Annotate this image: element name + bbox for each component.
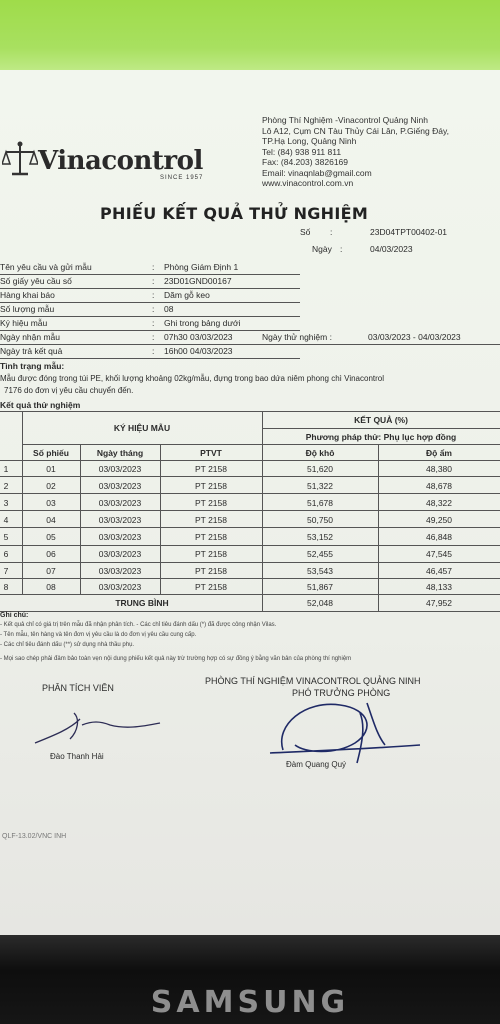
info-value: Phòng Giám Định 1: [164, 262, 239, 272]
cell-ngay: 03/03/2023: [98, 481, 142, 491]
cell-ngay: 03/03/2023: [98, 498, 142, 508]
info-label: Ngày trả kết quả: [0, 346, 63, 356]
test-date-label: Ngày thử nghiệm :: [262, 332, 332, 342]
analyst-name: Đào Thanh Hải: [50, 752, 104, 761]
lab-line: Lô A12, Cụm CN Tàu Thủy Cái Lân, P.Giếng Đáy,: [262, 125, 449, 136]
logo-text: Vinacontrol: [38, 146, 203, 176]
lab-sign-title: PHÒNG THÍ NGHIỆM VINACONTROL QUẢNG NINH: [205, 676, 421, 686]
row-index: 1: [3, 464, 9, 474]
cell-do-kho: 51,678: [307, 498, 333, 508]
cell-ptvt: PT 2158: [195, 481, 227, 491]
average-do-am: 47,952: [426, 598, 452, 608]
info-value: 23D01GND00167: [164, 276, 232, 286]
lab-line: www.vinacontrol.com.vn: [262, 178, 354, 188]
row-index: 2: [3, 481, 9, 491]
cell-do-am: 47,545: [426, 549, 452, 559]
info-label: Tên yêu cầu và gửi mẫu: [0, 262, 92, 272]
lab-address-block: [262, 115, 449, 189]
ngay-value: 04/03/2023: [370, 244, 413, 254]
deputy-title: PHÓ TRƯỞNG PHÒNG: [292, 688, 391, 698]
cell-ptvt: PT 2158: [195, 566, 227, 576]
cell-ngay: 03/03/2023: [98, 549, 142, 559]
average-label: TRUNG BÌNH: [115, 598, 169, 608]
cell-do-am: 48,322: [426, 498, 452, 508]
lab-line: Email: vinaqnlab@gmail.com: [262, 167, 372, 178]
sample-state-line: Mẫu được đóng trong túi PE, khối lượng khoảng 02kg/mẫu, đựng trong bao dứa niêm phong chì Vinacontrol: [0, 374, 385, 383]
method-header: Phương pháp thử: Phụ lục hợp đồng: [305, 432, 457, 442]
cell-ngay: 03/03/2023: [98, 515, 142, 525]
info-label: Ký hiệu mẫu: [0, 318, 48, 328]
cell-ptvt: PT 2158: [195, 549, 227, 559]
cell-do-kho: 50,750: [307, 515, 333, 525]
lab-line: Phòng Thí Nghiệm -Vinacontrol Quảng Ninh: [262, 115, 429, 125]
column-header: Độ khô: [305, 448, 335, 458]
deputy-signature: [265, 695, 425, 770]
cell-do-kho: 51,322: [307, 481, 333, 491]
cell-ngay: 03/03/2023: [98, 566, 142, 576]
info-value: 08: [164, 304, 174, 314]
so-label: Số: [300, 227, 311, 237]
info-label: Số giấy yêu cầu số: [0, 276, 72, 286]
cell-so-phieu: 08: [46, 582, 56, 592]
lab-line: Fax: (84.203) 3826169: [262, 157, 349, 167]
info-value: 07h30 03/03/2023: [164, 332, 233, 342]
form-code: QLF-13.02/VNC INH: [2, 833, 67, 840]
cell-ngay: 03/03/2023: [98, 464, 142, 474]
row-index: 6: [3, 549, 9, 559]
cell-do-kho: 51,867: [307, 582, 333, 592]
cell-ptvt: PT 2158: [195, 498, 227, 508]
analyst-title: PHÂN TÍCH VIÊN: [42, 683, 114, 693]
info-value: 16h00 04/03/2023: [164, 346, 233, 356]
cell-do-am: 48,380: [426, 464, 452, 474]
cell-ptvt: PT 2158: [195, 464, 227, 474]
note-line: - Kết quả chỉ có giá trị trên mẫu đã nhận phân tích. - Các chỉ tiêu đánh dấu (*) đã được công nhận Vilas.: [0, 622, 277, 628]
cell-so-phieu: 05: [46, 532, 56, 542]
cell-do-am: 46,848: [426, 532, 452, 542]
lab-line: Tel: (84) 938 911 811: [262, 146, 342, 157]
row-index: 5: [3, 532, 9, 542]
cell-do-kho: 51,620: [307, 464, 333, 474]
sample-header: KÝ HIỆU MẪU: [113, 423, 171, 433]
ngay-label: Ngày: [312, 244, 332, 254]
cell-so-phieu: 01: [46, 464, 56, 474]
info-label: Ngày nhận mẫu: [0, 332, 61, 342]
screen-top-area: [0, 0, 500, 80]
column-header: Ngày tháng: [96, 448, 144, 458]
sample-state-line: 7176 do đơn vị yêu cầu chuyển đến.: [4, 386, 134, 395]
column-header: PTVT: [200, 448, 222, 458]
note-line: - Các chỉ tiêu đánh dấu (**) sử dụng nhà thầu phụ.: [0, 642, 135, 648]
column-header: Độ ẩm: [426, 448, 452, 458]
row-index: 7: [3, 566, 9, 576]
row-index: 8: [3, 582, 9, 592]
vinacontrol-logo-icon: [2, 140, 38, 180]
cell-do-am: 48,133: [426, 582, 452, 592]
cell-ngay: 03/03/2023: [98, 532, 142, 542]
cell-do-am: 48,678: [426, 481, 452, 491]
cell-so-phieu: 03: [46, 498, 56, 508]
cell-ngay: 03/03/2023: [98, 582, 142, 592]
logo-since: SINCE 1957: [160, 175, 204, 181]
page-title: PHIẾU KẾT QUẢ THỬ NGHIỆM: [100, 204, 369, 223]
cell-so-phieu: 06: [46, 549, 56, 559]
cell-do-kho: 53,152: [307, 532, 333, 542]
cell-do-kho: 52,455: [307, 549, 333, 559]
average-do-kho: 52,048: [307, 598, 333, 608]
info-label: Số lượng mẫu: [0, 304, 55, 314]
cell-so-phieu: 04: [46, 515, 56, 525]
lab-line: TP.Hạ Long, Quảng Ninh: [262, 136, 357, 146]
row-index: 3: [3, 498, 9, 508]
cell-so-phieu: 07: [46, 566, 56, 576]
cell-ptvt: PT 2158: [195, 532, 227, 542]
cell-so-phieu: 02: [46, 481, 56, 491]
sample-state-label: Tình trạng mẫu:: [0, 361, 65, 371]
so-value: 23D04TPT00402-01: [370, 227, 448, 237]
note-line: - Tên mẫu, tên hàng và tên đơn vị yêu cầu là do đơn vị yêu cầu cung cấp.: [0, 632, 197, 638]
note-line: - Mọi sao chép phải đảm bảo toàn vẹn nội dung phiếu kết quả này trừ trường hợp có sự đồng ý bằng văn bản của phòng thí nghiệm: [0, 656, 352, 662]
test-date-value: 03/03/2023 - 04/03/2023: [368, 332, 461, 342]
cell-do-am: 49,250: [426, 515, 452, 525]
cell-ptvt: PT 2158: [195, 582, 227, 592]
monitor-brand: SAMSUNG: [150, 985, 350, 1020]
deputy-name: Đàm Quang Quý: [286, 760, 347, 769]
cell-ptvt: PT 2158: [195, 515, 227, 525]
result-header: KẾT QUẢ (%): [354, 415, 408, 425]
info-value: Dăm gỗ keo: [164, 290, 210, 300]
column-header: Số phiếu: [33, 448, 69, 458]
cell-do-kho: 53,543: [307, 566, 333, 576]
info-value: Ghi trong bảng dưới: [164, 318, 241, 328]
row-index: 4: [3, 515, 9, 525]
notes-label: Ghi chú:: [0, 612, 29, 619]
analyst-signature: [30, 705, 180, 750]
cell-do-am: 46,457: [426, 566, 452, 576]
info-label: Hàng khai báo: [0, 290, 55, 300]
result-label: Kết quả thử nghiệm: [0, 400, 81, 410]
